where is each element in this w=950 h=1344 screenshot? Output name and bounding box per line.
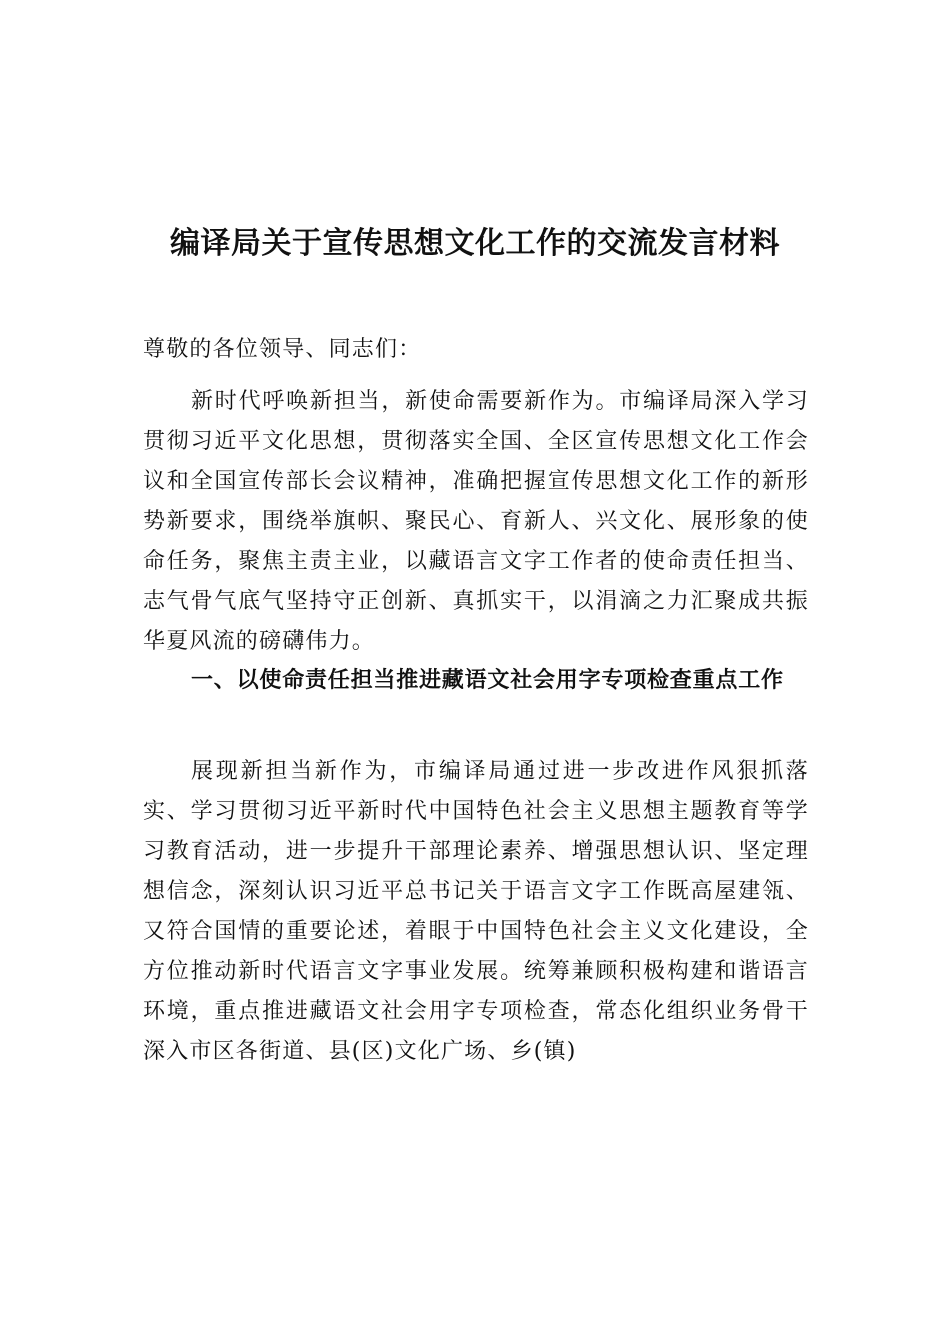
section-1-paragraph: 展现新担当新作为，市编译局通过进一步改进作风狠抓落实、学习贯彻习近平新时代中国特色社会主义思想主题教育等学习教育活动，进一步提升干部理论素养、增强思想认识、坚定理想信念，深刻认识习近平总书记关于语言文字工作既高屋建瓴、又符合国情的重要论述，着眼于中国特色社会主义文化建设，全方位推动新时代语言文字事业发展。统筹兼顾积极构建和谐语言环境，重点推进藏语文社会用字专项检查，常态化组织业务骨干深入市区各街道、县(区)文化广场、乡(镇) <box>143 759 809 1064</box>
document-title: 编译局关于宣传思想文化工作的交流发言材料 <box>170 226 780 261</box>
salutation: 尊敬的各位领导、同志们： <box>143 337 422 362</box>
intro-paragraph: 新时代呼唤新担当，新使命需要新作为。市编译局深入学习贯彻习近平文化思想，贯彻落实全国、全区宣传思想文化工作会议和全国宣传部长会议精神，准确把握宣传思想文化工作的新形势新要求，围绕举旗帜、聚民心、育新人、兴文化、展形象的使命任务，聚焦主责主业，以藏语言文字工作者的使命责任担当、志气骨气底气坚持守正创新、真抓实干，以涓滴之力汇聚成共振华夏风流的磅礴伟力。 <box>143 389 809 654</box>
section-heading-1: 一、以使命责任担当推进藏语文社会用字专项检查重点工作 <box>191 668 784 693</box>
